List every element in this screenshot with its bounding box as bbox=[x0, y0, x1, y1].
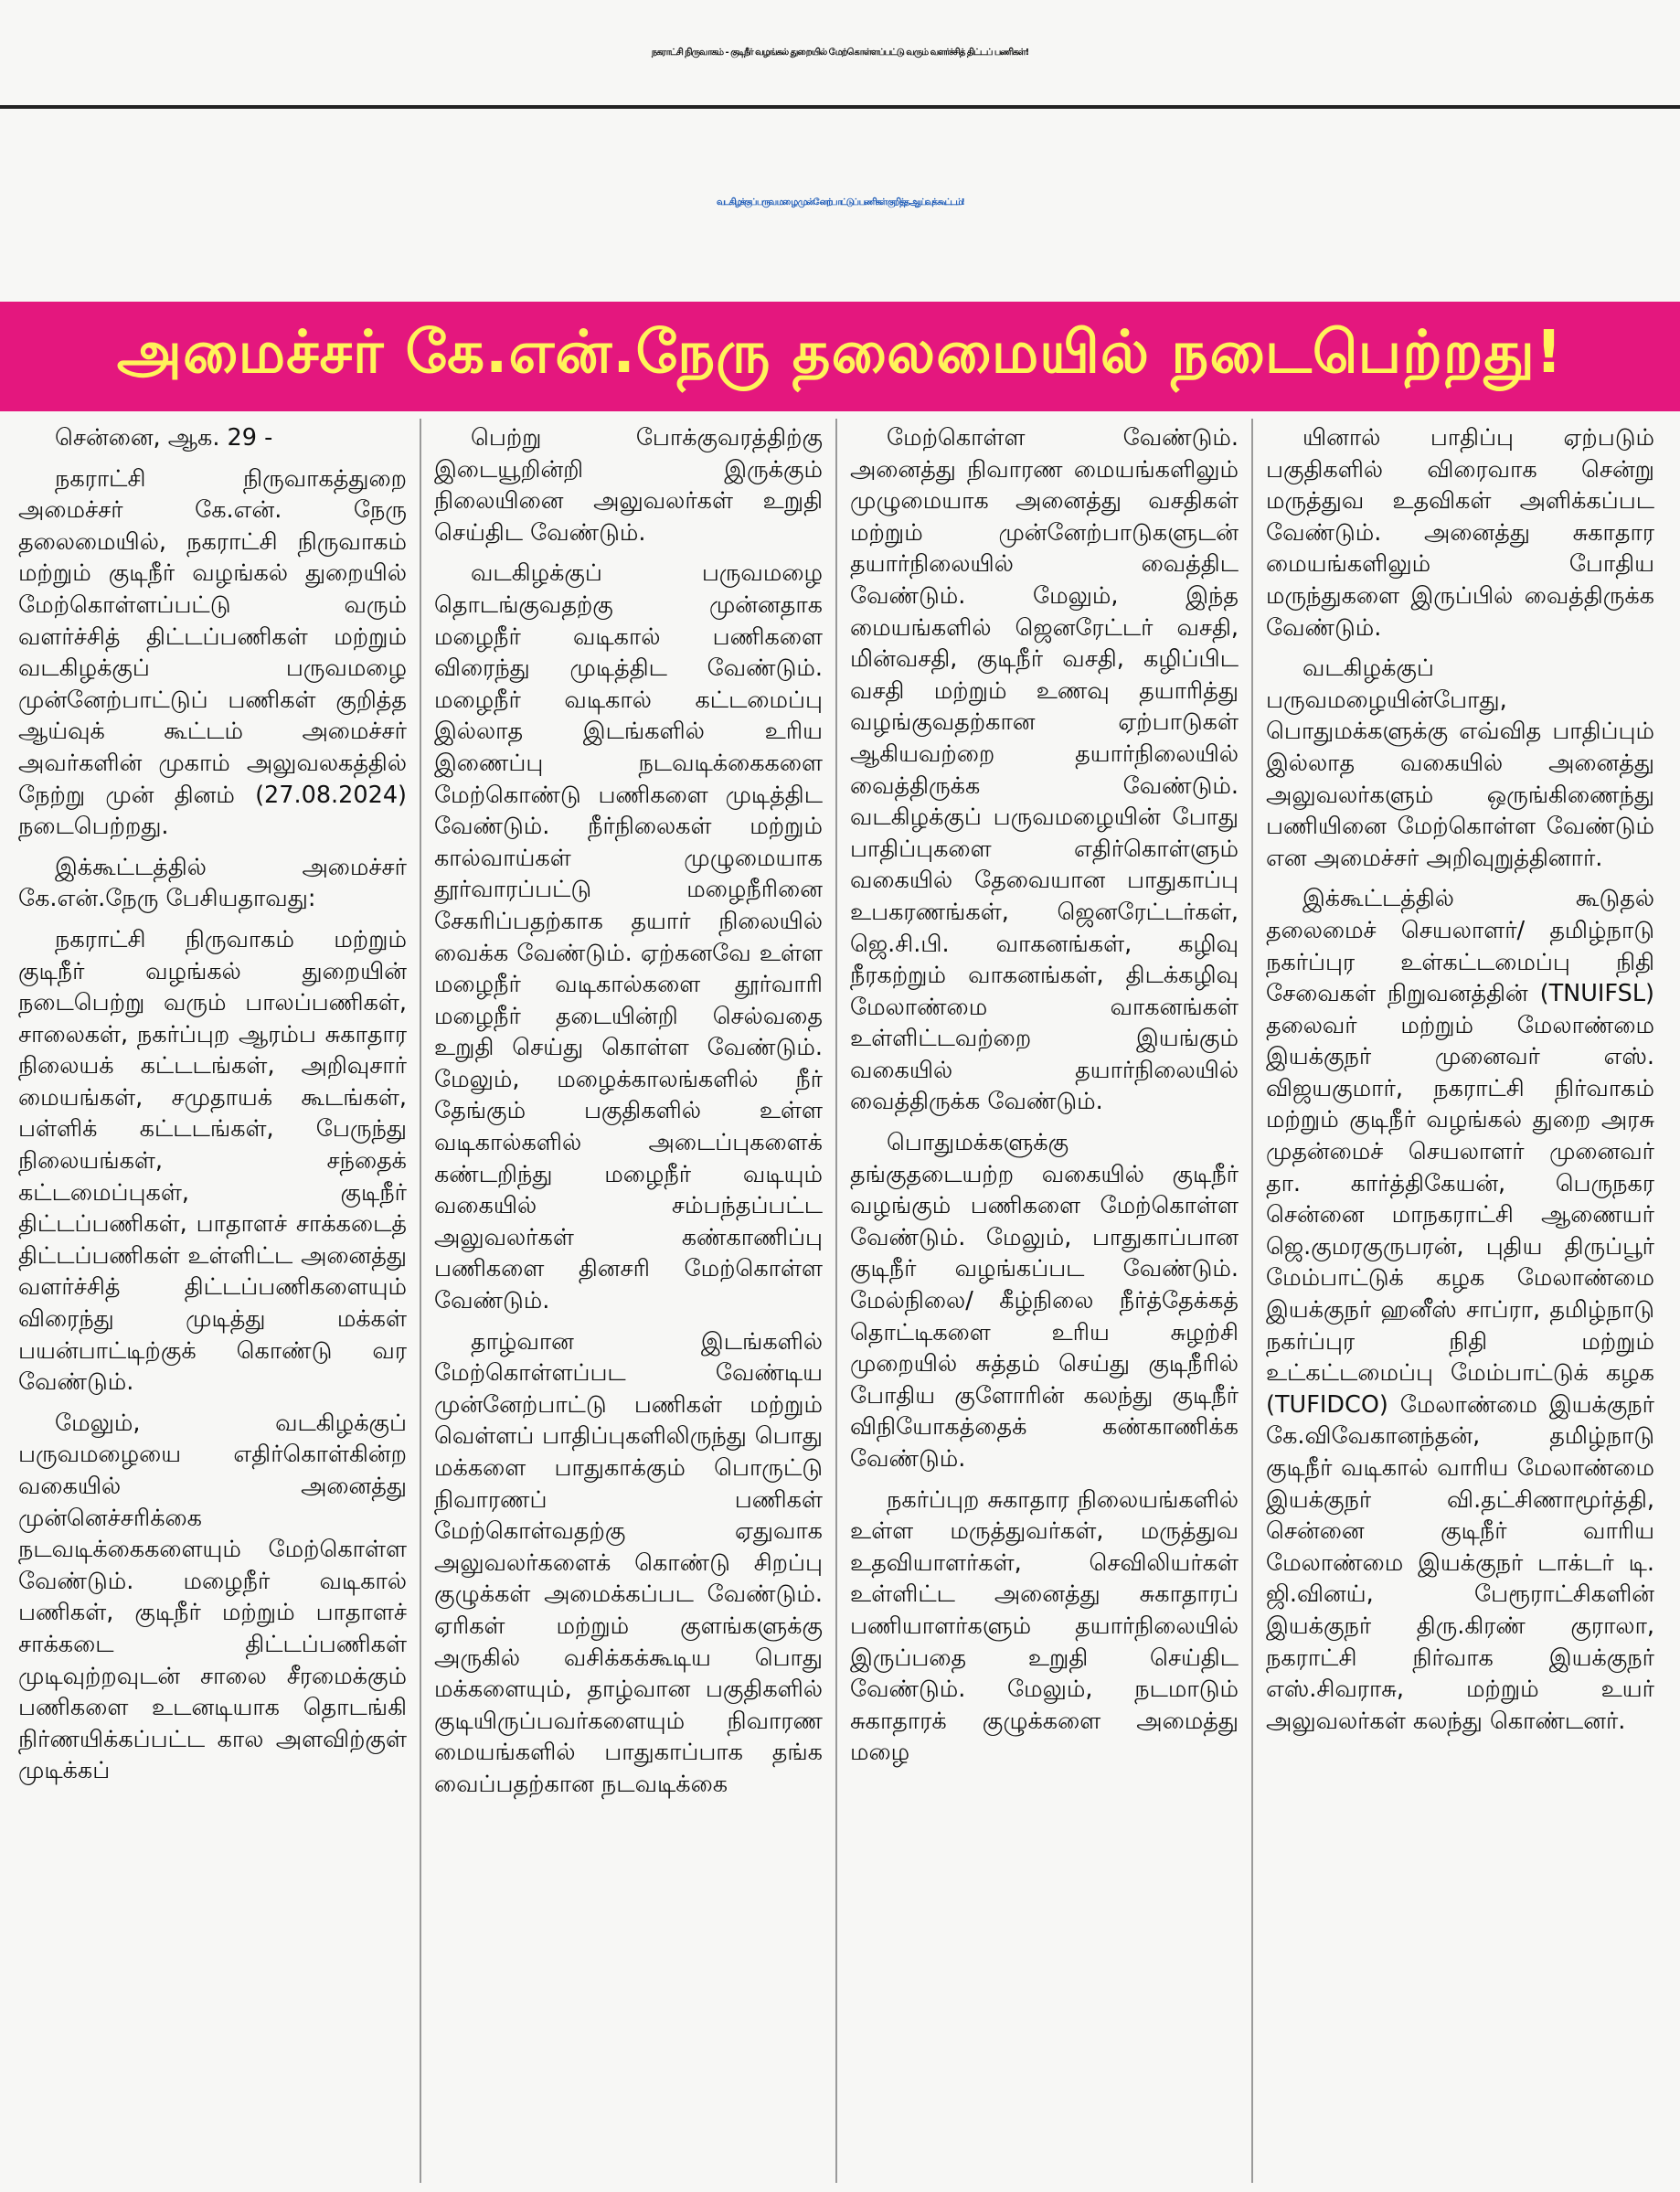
column-2 bbox=[420, 419, 835, 2183]
paragraph: பெற்று போக்குவரத்திற்கு இடையூறின்றி இருக்கும் நிலையினை அலுவலர்கள் உறுதி செய்திட வேண்டும். bbox=[434, 424, 823, 547]
article-body bbox=[13, 419, 1667, 2183]
column-4 bbox=[1251, 419, 1667, 2183]
main-headline: வடகிழக்குப் பருவ மழை முன்னேற்பாட்டுப் பணிகள் குறித்த ஆய்வுக் கூட்டம்! bbox=[717, 197, 963, 207]
paragraph: வடகிழக்குப் பருவமழையின்போது, பொதுமக்களுக்கு எவ்வித பாதிப்பும் இல்லாத வகையில் அனைத்து அலுவலர்களும் ஒருங்கிணைந்து பணியினை மேற்கொள்ள வேண்டும் என அமைச்சர் அறிவுறுத்தினார். bbox=[1266, 654, 1654, 872]
paragraph: யினால் பாதிப்பு ஏற்படும் பகுதிகளில் விரைவாக சென்று மருத்துவ உதவிகள் அளிக்கப்பட வேண்டும். அனைத்து சுகாதார மையங்களிலும் போதிய மருந்துகளை இருப்பில் வைத்திருக்க வேண்டும். bbox=[1266, 424, 1654, 642]
paragraph: இக்கூட்டத்தில் அமைச்சர் கே.என்.நேரு பேசியதாவது: bbox=[18, 853, 407, 913]
paragraph: இக்கூட்டத்தில் கூடுதல் தலைமைச் செயலாளர்/ தமிழ்நாடு நகர்ப்புர உள்கட்டமைப்பு நிதி சேவைகள் நிறுவனத்தின் (TNUIFSL) தலைவர் மற்றும் மேலாண்மை இயக்குநர் முனைவர் எஸ். விஜயகுமார், நகராட்சி நிர்வாகம் மற்றும் குடிநீர் வழங்கல் துறை அரசு முதன்மைச் செயலாளர் முனைவர் தா. கார்த்திகேயன், பெருநகர சென்னை மாநகராட்சி ஆணையர் ஜெ.குமரகுருபரன், புதிய திருப்பூர் மேம்பாட்டுக் கழக மேலாண்மை இயக்குநர் ஹனீஸ் சாப்ரா, தமிழ்நாடு நகர்ப்புர நிதி மற்றும் உட்கட்டமைப்பு மேம்பாட்டுக் கழக (TUFIDCO) மேலாண்மை இயக்குநர் கே.விவேகானந்தன், தமிழ்நாடு குடிநீர் வடிகால் வாரிய மேலாண்மை இயக்குநர் வி.தட்சிணாமூர்த்தி, சென்னை குடிநீர் வாரிய மேலாண்மை இயக்குநர் டாக்டர் டி. ஜி.வினய், பேரூராட்சிகளின் இயக்குநர் திரு.கிரண் குராலா, நகராட்சி நிர்வாக இயக்குநர் எஸ்.சிவராசு, மற்றும் உயர் அலுவலர்கள் கலந்து கொண்டனர். bbox=[1266, 885, 1654, 1735]
paragraph: மேலும், வடகிழக்குப் பருவமழையை எதிர்கொள்கின்ற வகையில் அனைத்து முன்னெச்சரிக்கை நடவடிக்கைகளையும் மேற்கொள்ள வேண்டும். மழைநீர் வடிகால் பணிகள், குடிநீர் மற்றும் பாதாளச் சாக்கடை திட்டப்பணிகள் முடிவுற்றவுடன் சாலை சீரமைக்கும் பணிகளை உடனடியாக தொடங்கி நிர்ணயிக்கப்பட்ட கால அளவிற்குள் முடிக்கப் bbox=[18, 1409, 407, 1785]
subheadline-banner bbox=[0, 302, 1680, 411]
kicker-headline: நகராட்சி நிருவாகம் - குடிநீர் வழங்கல் துறையில் மேற்கொள்ளப்பட்டு வரும் வளர்ச்சித் திட்டப் பணிகள்! bbox=[0, 0, 1680, 109]
column-3 bbox=[835, 419, 1251, 2183]
banner-text: அமைச்சர் கே.என்.நேரு தலைமையில் நடைபெற்றது! bbox=[116, 319, 1564, 387]
paragraph: மேற்கொள்ள வேண்டும். அனைத்து நிவாரண மையங்களிலும் முழுமையாக அனைத்து வசதிகள் மற்றும் முன்னேற்பாடுகளுடன் தயார்நிலையில் வைத்திட வேண்டும். மேலும், இந்த மையங்களில் ஜெனரேட்டர் வசதி, மின்வசதி, குடிநீர் வசதி, கழிப்பிட வசதி மற்றும் உணவு தயாரித்து வழங்குவதற்கான ஏற்பாடுகள் ஆகியவற்றை தயார்நிலையில் வைத்திருக்க வேண்டும். வடகிழக்குப் பருவமழையின் போது பாதிப்புகளை எதிர்கொள்ளும் வகையில் தேவையான பாதுகாப்பு உபகரணங்கள், ஜெனரேட்டர்கள், ஜெ.சி.பி. வாகனங்கள், கழிவு நீரகற்றும் வாகனங்கள், திடக்கழிவு மேலாண்மை வாகனங்கள் உள்ளிட்டவற்றை இயங்கும் வகையில் தயார்நிலையில் வைத்திருக்க வேண்டும். bbox=[850, 424, 1239, 1116]
paragraph: பொதுமக்களுக்கு தங்குதடையற்ற வகையில் குடிநீர் வழங்கும் பணிகளை மேற்கொள்ள வேண்டும். மேலும், பாதுகாப்பான குடிநீர் வழங்கப்பட வேண்டும். மேல்நிலை/ கீழ்நிலை நீர்த்தேக்கத் தொட்டிகளை உரிய சுழற்சி முறையில் சுத்தம் செய்து குடிநீரில் போதிய குளோரின் கலந்து குடிநீர் விநியோகத்தைக் கண்காணிக்க வேண்டும். bbox=[850, 1129, 1239, 1473]
paragraph: வடகிழக்குப் பருவமழை தொடங்குவதற்கு முன்னதாக மழைநீர் வடிகால் பணிகளை விரைந்து முடித்திட வேண்டும். மழைநீர் வடிகால் கட்டமைப்பு இல்லாத இடங்களில் உரிய இணைப்பு நடவடிக்கைகளை மேற்கொண்டு பணிகளை முடித்திட வேண்டும். நீர்நிலைகள் மற்றும் கால்வாய்கள் முழுமையாக தூர்வாரப்பட்டு மழைநீரினை சேகரிப்பதற்காக தயார் நிலையில் வைக்க வேண்டும். ஏற்கனவே உள்ள மழைநீர் வடிகால்களை தூர்வாரி மழைநீர் தடையின்றி செல்வதை உறுதி செய்து கொள்ள வேண்டும். மேலும், மழைக்காலங்களில் நீர் தேங்கும் பகுதிகளில் உள்ள வடிகால்களில் அடைப்புகளைக் கண்டறிந்து மழைநீர் வடியும் வகையில் சம்பந்தப்பட்ட அலுவலர்கள் கண்காணிப்பு பணிகளை தினசரி மேற்கொள்ள வேண்டும். bbox=[434, 559, 823, 1315]
paragraph: நகர்ப்புற சுகாதார நிலையங்களில் உள்ள மருத்துவர்கள், மருத்துவ உதவியாளர்கள், செவிலியர்கள் உள்ளிட்ட அனைத்து சுகாதாரப் பணியாளர்களும் தயார்நிலையில் இருப்பதை உறுதி செய்திட வேண்டும். மேலும், நடமாடும் சுகாதாரக் குழுக்களை அமைத்து மழை bbox=[850, 1485, 1239, 1767]
paragraph: நகராட்சி நிருவாகம் மற்றும் குடிநீர் வழங்கல் துறையின் நடைபெற்று வரும் பாலப்பணிகள், சாலைகள், நகர்ப்புற ஆரம்ப சுகாதார நிலையக் கட்டடங்கள், அறிவுசார் மையங்கள், சமுதாயக் கூடங்கள், பள்ளிக் கட்டடங்கள், பேருந்து நிலையங்கள், சந்தைக் கட்டமைப்புகள், குடிநீர் திட்டப்பணிகள், பாதாளச் சாக்கடைத் திட்டப்பணிகள் உள்ளிட்ட அனைத்து வளர்ச்சித் திட்டப்பணிகளையும் விரைந்து முடித்து மக்கள் பயன்பாட்டிற்குக் கொண்டு வர வேண்டும். bbox=[18, 925, 407, 1397]
paragraph: நகராட்சி நிருவாகத்துறை அமைச்சர் கே.என். நேரு தலைமையில், நகராட்சி நிருவாகம் மற்றும் குடிநீர் வழங்கல் துறையில் மேற்கொள்ளப்பட்டு வரும் வளர்ச்சித் திட்டப்பணிகள் மற்றும் வடகிழக்குப் பருவமழை முன்னேற்பாட்டுப் பணிகள் குறித்த ஆய்வுக் கூட்டம் அமைச்சர் அவர்களின் முகாம் அலுவலகத்தில் நேற்று முன் தினம் (27.08.2024) நடைபெற்றது. bbox=[18, 464, 407, 841]
paragraph: தாழ்வான இடங்களில் மேற்கொள்ளப்பட வேண்டிய முன்னேற்பாட்டு பணிகள் மற்றும் வெள்ளப் பாதிப்புகளிலிருந்து பொது மக்களை பாதுகாக்கும் பொருட்டு நிவாரணப் பணிகள் மேற்கொள்வதற்கு ஏதுவாக அலுவலர்களைக் கொண்டு சிறப்பு குழுக்கள் அமைக்கப்பட வேண்டும். ஏரிகள் மற்றும் குளங்களுக்கு அருகில் வசிக்கக்கூடிய பொது மக்களையும், தாழ்வான பகுதிகளில் குடியிருப்பவர்களையும் நிவாரண மையங்களில் பாதுகாப்பாக தங்க வைப்பதற்கான நடவடிக்கை bbox=[434, 1327, 823, 1798]
column-1 bbox=[13, 419, 420, 2183]
dateline: சென்னை, ஆக. 29 - bbox=[55, 424, 273, 452]
